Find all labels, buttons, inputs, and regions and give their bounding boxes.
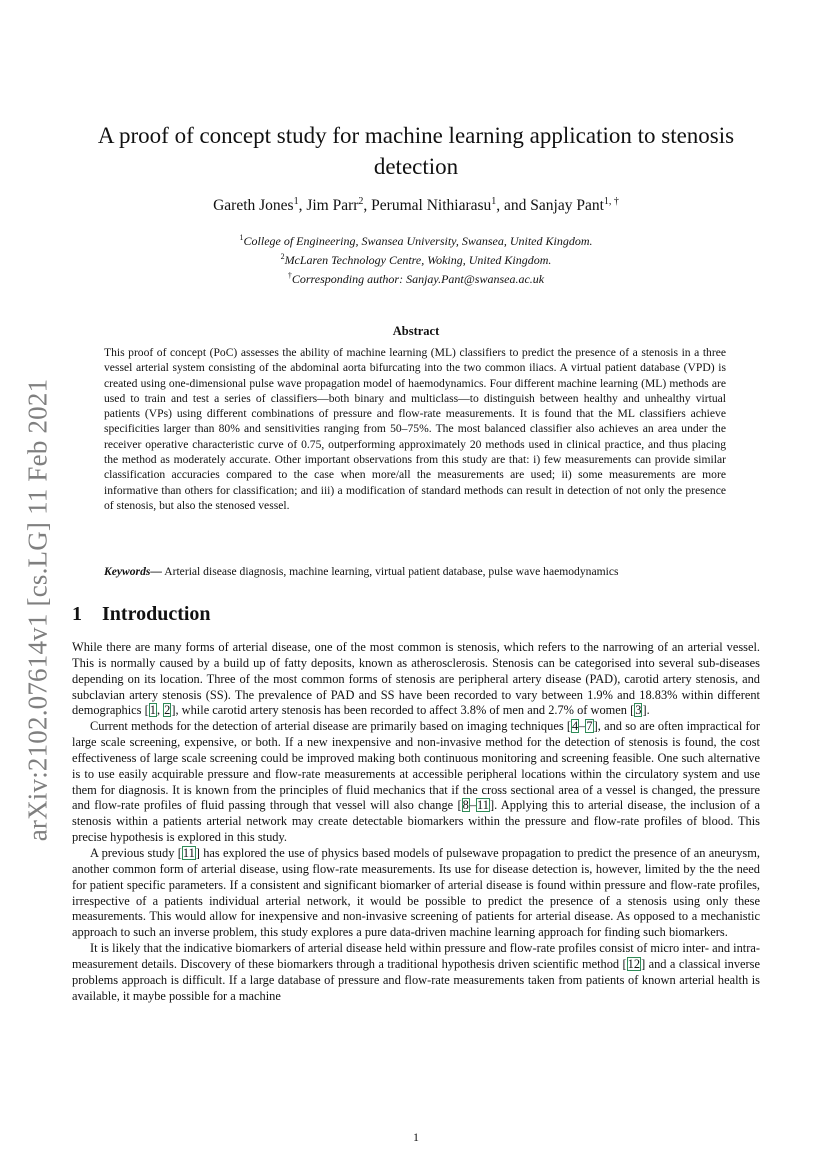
- citation-link[interactable]: 3: [635, 703, 642, 718]
- paragraph: [72, 941, 760, 1004]
- author-affiliation-mark: 1, †: [603, 196, 619, 207]
- keywords-label: Keywords—: [104, 565, 162, 578]
- section-number: 1: [72, 603, 82, 625]
- paragraph-text: It is likely that the indicative biomarkers of arterial disease held within pressure and flow-rate profiles consist of micro inter- and intra-measurement details. Discovery of these biomarkers through a traditional hypothesis driven scientific method [: [72, 941, 760, 971]
- introduction-body: [72, 640, 760, 1004]
- paragraph-text: ] and a classical inverse problems approach is difficult. If a large database of pressure and flow-rate measurements taken from patients of known arterial health is available, it maybe possible for a machine: [72, 956, 760, 1003]
- paragraph: [72, 846, 760, 941]
- affiliation-mark: †: [287, 271, 292, 280]
- author-name: Sanjay Pant: [530, 197, 604, 215]
- paragraph: [72, 640, 760, 719]
- paragraph-text: A previous study [: [90, 845, 182, 860]
- affiliation-mark: 2: [280, 252, 285, 261]
- keywords-text: Arterial disease diagnosis, machine learning, virtual patient database, pulse wave haemodynamics: [161, 565, 619, 578]
- affiliation-mark: 1: [239, 233, 244, 242]
- paragraph-text: ], and so are often impractical for large scale screening, expensive, or both. If a new inexpensive and non-invasive method for the detection of stenosis is found, the cost effectiveness of large scale screening could be improved making both continuous monitoring and screening feasible. One such alternative is to use easily acquirable pressure and flow-rate measurements at accessible peripheral locations within the circulatory system and use them for diagnosis. It is known from the principles of fluid mechanics that if the cross sectional area of a vessel is changed, the pressure and flow-rate profiles of fluid passing through that vessel will also change [: [72, 719, 760, 813]
- paragraph-text: ]. Applying this to arterial disease, the inclusion of a stenosis within a patients arterial network may create detectable biomarkers within the pressure and flow-rate profiles of blood. This precise hypothesis is explored in this study.: [72, 798, 760, 845]
- affiliation-text: College of Engineering, Swansea University, Swansea, United Kingdom.: [243, 234, 593, 248]
- affiliation-line: [72, 268, 760, 287]
- section-title: Introduction: [102, 603, 211, 625]
- author-separator: ,: [298, 197, 307, 215]
- affiliation-text: Corresponding author: Sanjay.Pant@swansea.ac.uk: [291, 272, 545, 286]
- paragraph-text: While there are many forms of arterial disease, one of the most common is stenosis, which refers to the narrowing of an arterial vessel. This is normally caused by a build up of fatty deposits, known as atherosclerosis. Stenosis can be categorised into several sub-diseases depending on its location. Three of the most common forms of stenosis are peripheral artery disease (PAD), carotid artery stenosis, and subclavian artery stenosis (SS). The prevalence of PAD and SS have been recorded to vary between 1.9% and 18.83% within different demographics [: [72, 640, 760, 718]
- paragraph-text: –: [469, 798, 477, 813]
- abstract-heading: Abstract: [392, 324, 440, 338]
- author-affiliation-mark: 1: [293, 196, 299, 207]
- paragraph: [72, 719, 760, 846]
- citation-link[interactable]: 1: [149, 703, 156, 718]
- arxiv-identifier: arXiv:2102.07614v1 [cs.LG] 11 Feb 2021: [22, 378, 53, 842]
- section-heading: [72, 603, 760, 626]
- citation-link[interactable]: 8: [462, 798, 469, 813]
- affiliations: [72, 230, 760, 287]
- citation-link[interactable]: 7: [586, 719, 593, 734]
- author-affiliation-mark: 1: [491, 196, 497, 207]
- paragraph-text: ].: [642, 703, 650, 718]
- author-separator: , and: [496, 197, 531, 215]
- paragraph-text: –: [579, 719, 586, 734]
- author-name: Perumal Nithiarasu: [371, 197, 492, 215]
- page-number: 1: [413, 1130, 419, 1144]
- paragraph-text: Current methods for the detection of arterial disease are primarily based on imaging techniques [: [90, 719, 572, 734]
- affiliation-text: McLaren Technology Centre, Woking, United Kingdom.: [284, 253, 552, 267]
- citation-link[interactable]: 11: [477, 798, 489, 813]
- abstract-text: This proof of concept (PoC) assesses the ability of machine learning (ML) classifiers to predict the presence of a stenosis in a three vessel arterial system consisting of the abdominal aorta bifurcating into the two common iliacs. A virtual patient database (VPD) is created using one-dimensional pulse wave propagation model of haemodynamics. Four different machine learning (ML) methods are used to train and test a series of classifiers—both binary and multiclass—to distinguish between healthy and unhealthy virtual patients (VPs) using different combinations of pressure and flow-rate measurements. It is found that the ML classifiers achieve specificities larger than 80% and sensitivities ranging from 50–75%. The most balanced classifier also achieves an area under the receiver operative characteristic curve of 0.75, outperforming approximately 20 methods used in clinical practice, and thus placing the method as moderately accurate. Other important observations from this study are that: i) few measurements can provide similar classification accuracies compared to the case when more/all the measurements are used; ii) some measurements are more informative than others for classification; and iii) a modification of standard methods can result in detection of not only the presence of stenosis, but also the stenosed vessel.: [104, 346, 726, 512]
- author-list: [72, 196, 760, 215]
- affiliation-line: [72, 230, 760, 249]
- paragraph-text: ,: [156, 703, 164, 718]
- citation-link[interactable]: 12: [627, 956, 641, 971]
- citation-link[interactable]: 11: [182, 845, 195, 860]
- paragraph-text: ], while carotid artery stenosis has been recorded to affect 3.8% of men and 2.7% of women [: [171, 703, 635, 718]
- paper-title: A proof of concept study for machine learning application to stenosis detection: [97, 123, 735, 179]
- affiliation-line: [72, 249, 760, 268]
- citation-link[interactable]: 4: [572, 719, 579, 734]
- author-name: Jim Parr: [306, 197, 359, 215]
- citation-link[interactable]: 2: [164, 703, 171, 718]
- author-separator: ,: [363, 197, 372, 215]
- paragraph-text: ] has explored the use of physics based models of pulsewave propagation to predict the presence of an aneurysm, another common form of arterial disease, using flow-rate measurements. Its use for disease detection is, however, limited by the the need for patient specific parameters. If a consistent and significant biomarker of arterial disease is found within pressure and flow-rate profiles, irrespective of a patients individual arterial network, it would be possible to predict the presence of a stenosis using only these measurements. This would allow for inexpensive and non-invasive screening of patients for arterial disease. As opposed to a mechanistic approach to such an inverse problem, this study explores a pure data-driven machine learning approach for finding such biomarkers.: [72, 845, 760, 940]
- keywords: [104, 564, 744, 579]
- author-name: Gareth Jones: [213, 197, 294, 215]
- arxiv-sidebar: [14, 370, 62, 850]
- author-affiliation-mark: 2: [358, 196, 364, 207]
